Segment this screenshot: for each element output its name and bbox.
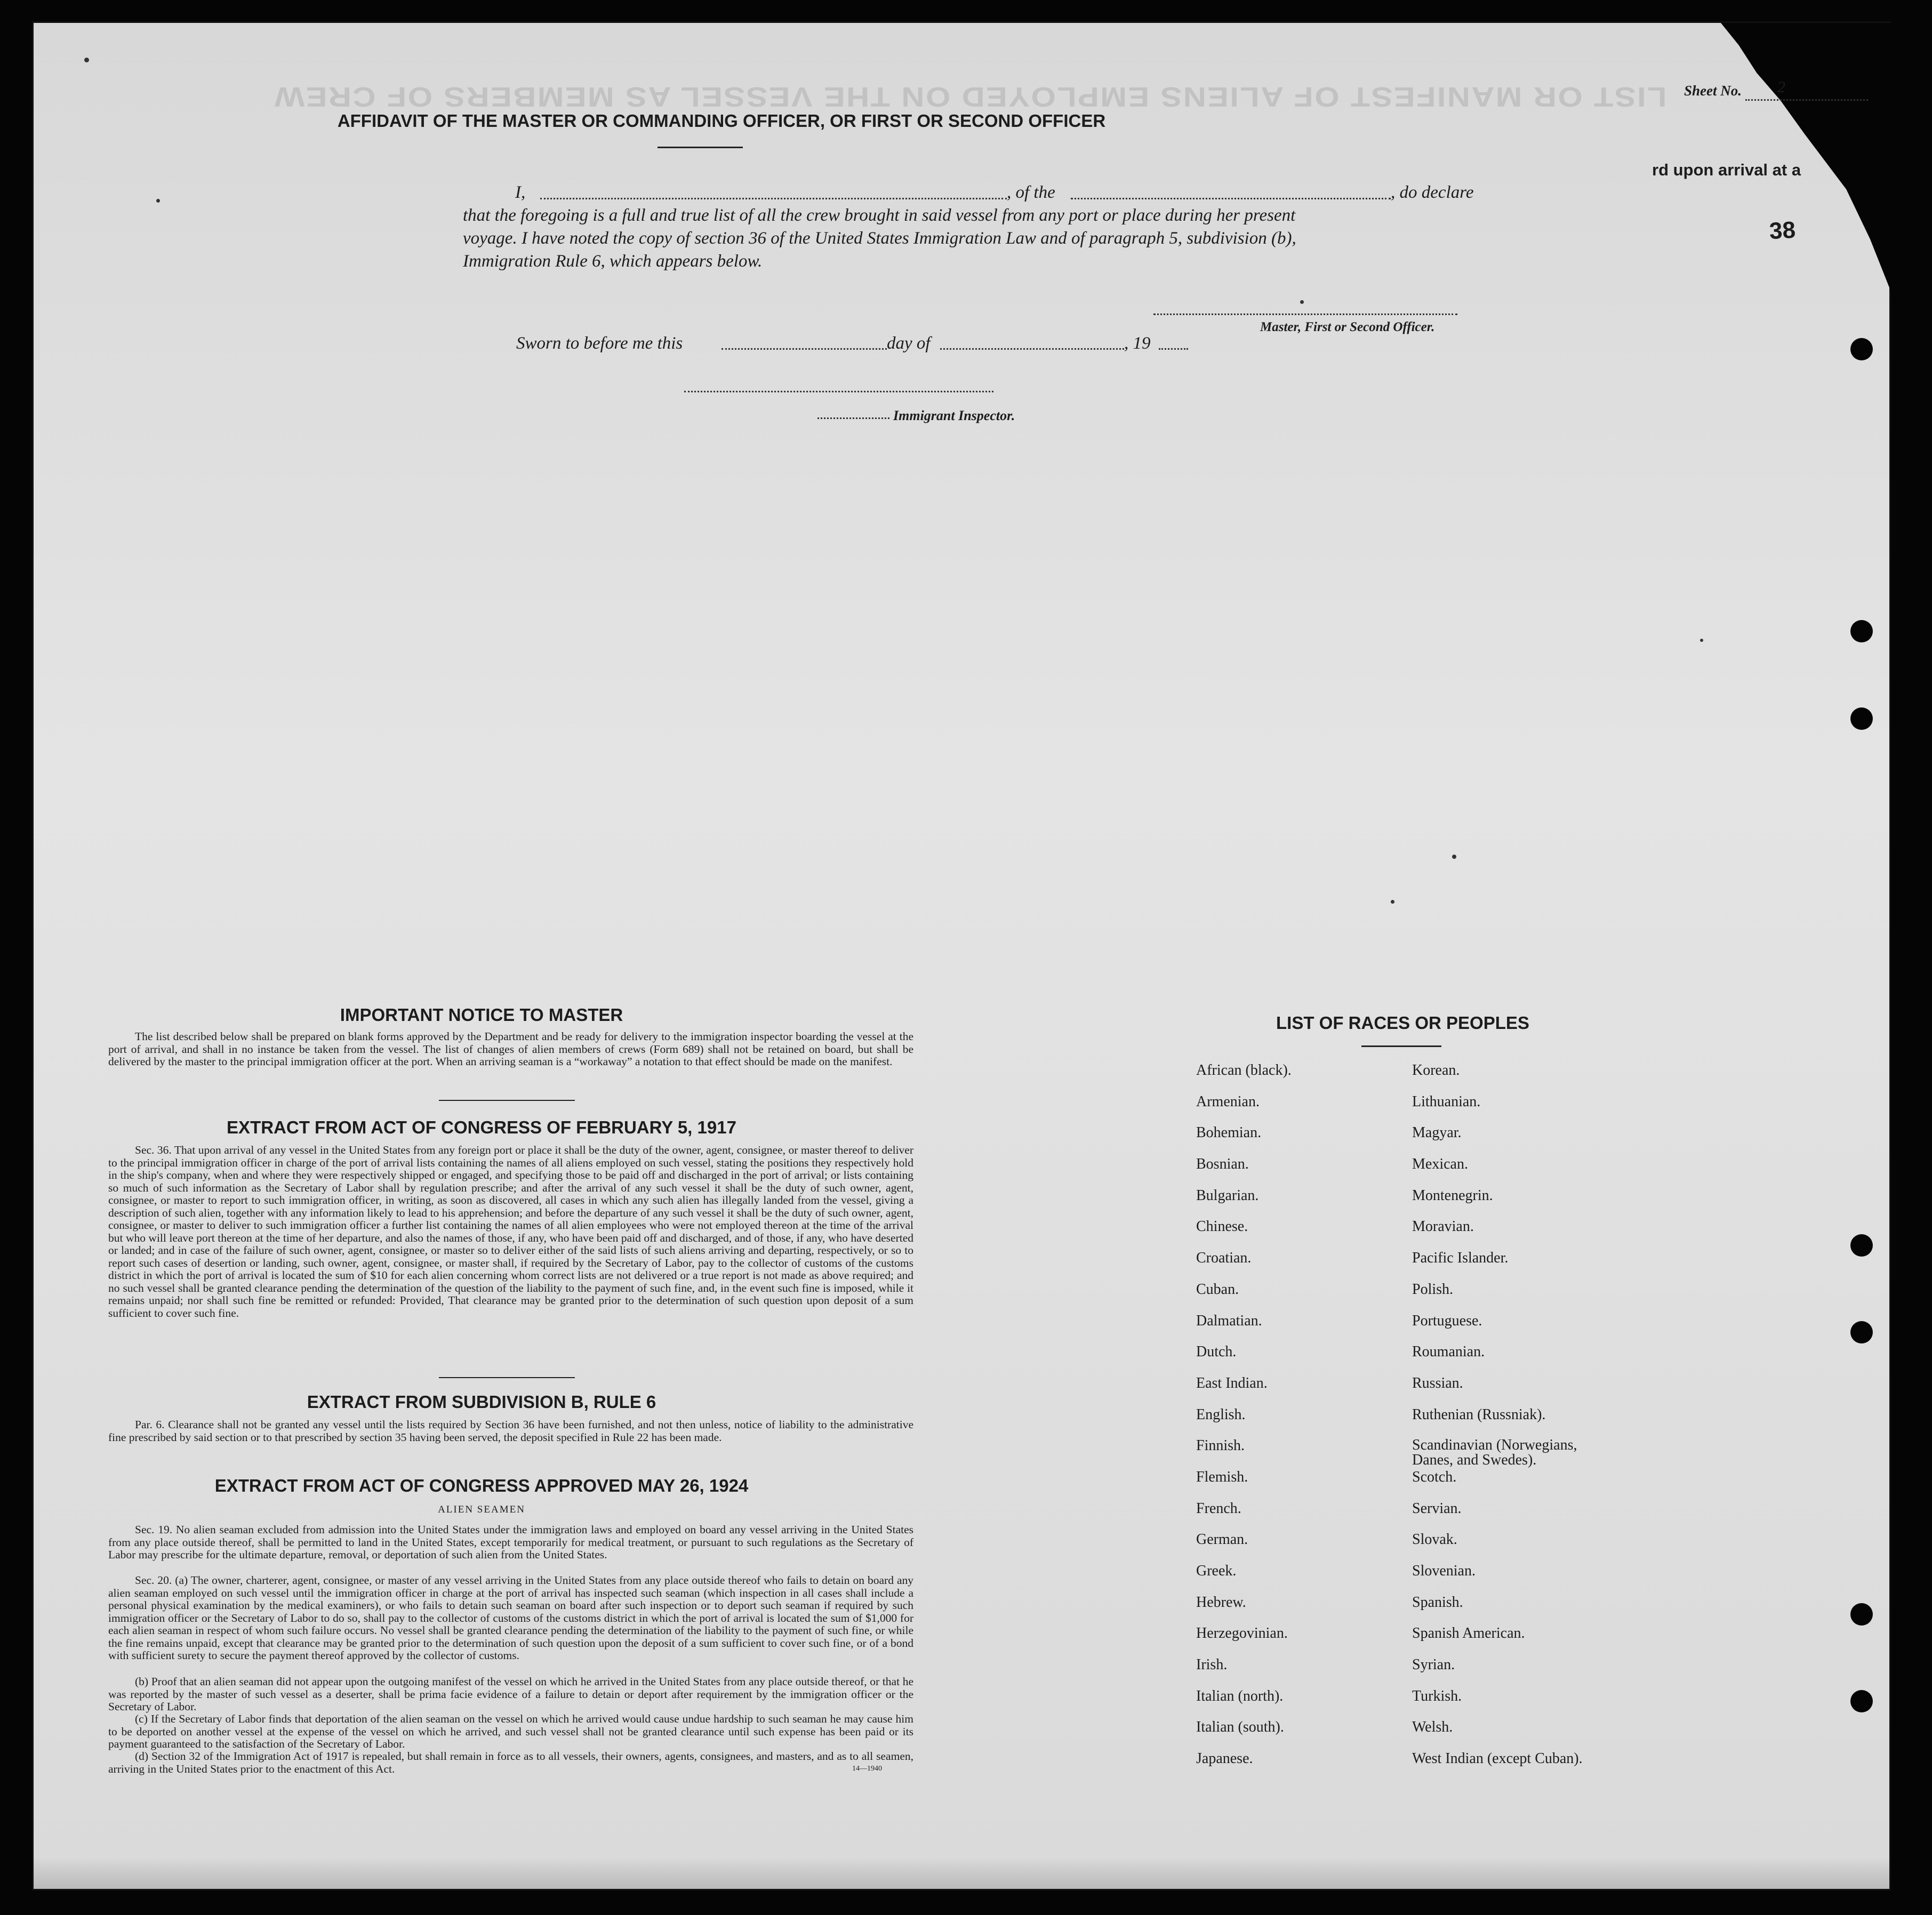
race-item: Italian (north). bbox=[1196, 1687, 1284, 1704]
races-column-right bbox=[1412, 1063, 1604, 1782]
race-item: Cuban. bbox=[1196, 1281, 1239, 1298]
race-item: Roumanian. bbox=[1412, 1343, 1485, 1361]
race-item: Scotch. bbox=[1412, 1468, 1457, 1485]
notice-text: The list described below shall be prepared on blank forms approved by the Department and be ready for delivery to the immigration inspector boarding the vessel at the port of arrival, and shall in no instance be taken from the vessel. The list of changes of alien members of crews (Form 689) shall not be retained on board, but shall be delivered by the master to the principal immigration officer at the port. When an arriving seaman is a “workaway” a notation to that effect should be made on the manifest. bbox=[108, 1030, 913, 1068]
speck bbox=[1391, 900, 1394, 904]
race-item: Irish. bbox=[1196, 1656, 1228, 1673]
vessel-blank bbox=[1071, 198, 1391, 199]
race-item: Polish. bbox=[1412, 1281, 1454, 1298]
race-item: Bulgarian. bbox=[1196, 1187, 1259, 1204]
inspector-caption: Immigrant Inspector. bbox=[893, 408, 1015, 423]
sec20c-text: (c) If the Secretary of Labor finds that deportation of the alien seaman on the vessel on which he arrived would cause undue hardship to such seaman he may cause him to be deported on another vessel at the expense of the vessel on which he arrived, and such vessel shall not be granted clearance until such expense has been paid or its payment guaranteed to the satisfaction of the Secretary of Labor. bbox=[108, 1712, 913, 1750]
master-signature-caption: Master, First or Second Officer. bbox=[1260, 320, 1435, 334]
race-item: Bohemian. bbox=[1196, 1124, 1262, 1141]
race-item: Servian. bbox=[1412, 1500, 1462, 1517]
sec20a-text: Sec. 20. (a) The owner, charterer, agent, consignee, or master of any vessel arriving in the United States from any place outside thereof who fails to detain on board any alien seaman employed on such vessel until the immigration officer in charge at the port of arrival has inspected such seaman (which inspection in all cases shall include a personal physical examination by the medical examiners), or who fails to detain such seaman on board after such inspection or to deport such seaman if required by such immigration officer or the Secretary of Labor to do so, shall pay to the collector of customs of the customs district in which the port of arrival is located the sum of $1,000 for each alien seaman in respect of whom such failure occurs. No vessel shall be granted clearance pending the determination of the liability to the payment of such fine, or while the fine remains unpaid, except that clearance may be granted prior to the determination of such question upon the deposit of a sum sufficient to cover such fine, or of a bond with sufficient surety to secure the payment thereof approved by the collector of customs. bbox=[108, 1574, 913, 1662]
extract-1917-text: Sec. 36. That upon arrival of any vessel in the United States from any foreign port or place it shall be the duty of the owner, agent, consignee, or master thereof to deliver to the principal immigration officer in charge of the port of arrival lists containing the names of all aliens employed on such vessel, stating the positions they respectively hold in the ship's company, when and where they were respectively shipped or engaged, and specifying those to be paid off and discharged in the port of arrival; or lists containing so much of such information as the Secretary of Labor shall by regulation prescribe; and after the arrival of any such vessel it shall be the duty of such owner, agent, consignee, or master to report to such immigration officer, in writing, as soon as discovered, all cases in which any such alien has illegally landed from the vessel, giving a description of such alien, together with any information likely to lead to his apprehension; and before the departure of any such vessel it shall be the duty of such owner, agent, consignee, or master to deliver to such immigration officer a further list containing the names of all alien employees who were not employed thereon at the time of the arrival but who will leave port thereon at the time of her departure, and also the names of those, if any, who have been paid off and discharged, and of those, if any, who have deserted or landed; and in case of the failure of such owner, agent, consignee, or master so to deliver either of the said lists of such aliens arriving and departing, respectively, or so to report such cases of desertion or landing, such owner, agent, consignee, or master shall, if required by the Secretary of Labor, pay to the collector of customs of the customs district in which the port of arrival is located the sum of $10 for each alien concerning whom correct lists are not delivered or a true report is not made as above required; and no such vessel shall be granted clearance pending the determination of the question of the liability to the payment of such fine, and, in the event such fine is imposed, while it remains unpaid; nor shall such fine be remitted or refunded: Provided, That clearance may be granted prior to the determination of such question upon deposit of a sum sufficient to cover such fine. bbox=[108, 1144, 913, 1319]
race-item: Bosnian. bbox=[1196, 1156, 1249, 1173]
race-item: Croatian. bbox=[1196, 1250, 1252, 1267]
race-item: Italian (south). bbox=[1196, 1719, 1284, 1736]
race-item: Flemish. bbox=[1196, 1468, 1248, 1485]
year-blank bbox=[1159, 348, 1188, 350]
inspector-lead-line bbox=[817, 417, 889, 419]
title-underline bbox=[658, 147, 743, 148]
race-item: Mexican. bbox=[1412, 1156, 1468, 1173]
day-of-text: day of bbox=[887, 334, 931, 353]
speck bbox=[1300, 300, 1304, 304]
punch-hole bbox=[1850, 1321, 1873, 1343]
race-item: Spanish American. bbox=[1412, 1625, 1525, 1642]
race-item: Chinese. bbox=[1196, 1218, 1248, 1235]
races-title: LIST OF RACES OR PEOPLES bbox=[1276, 1013, 1529, 1033]
race-item: German. bbox=[1196, 1531, 1248, 1548]
punch-hole bbox=[1850, 620, 1873, 642]
rule6-title: EXTRACT FROM SUBDIVISION B, RULE 6 bbox=[307, 1392, 656, 1412]
margin-fragment-arrival: rd upon arrival at a bbox=[1652, 160, 1801, 179]
form-code: 14—1940 bbox=[852, 1765, 882, 1773]
race-item: Scandinavian (Norwegians, Danes, and Swedes). bbox=[1412, 1437, 1577, 1469]
race-item: Armenian. bbox=[1196, 1093, 1260, 1110]
race-item: Lithuanian. bbox=[1412, 1093, 1481, 1110]
race-item: Portuguese. bbox=[1412, 1312, 1482, 1329]
race-item: Herzegovinian. bbox=[1196, 1625, 1288, 1642]
worn-edge bbox=[34, 1857, 1889, 1889]
extract-1924-title: EXTRACT FROM ACT OF CONGRESS APPROVED MAY 26, 1924 bbox=[214, 1476, 749, 1495]
name-blank bbox=[540, 198, 1007, 199]
sheet-number-line bbox=[1745, 99, 1868, 101]
race-item: Slovak. bbox=[1412, 1531, 1457, 1548]
race-item: Pacific Islander. bbox=[1412, 1250, 1509, 1267]
affidavit-title: AFFIDAVIT OF THE MASTER OR COMMANDING OFFICER, OR FIRST OR SECOND OFFICER bbox=[337, 111, 1106, 131]
sheet-number: 2 bbox=[1777, 78, 1785, 96]
races-underline bbox=[1361, 1045, 1441, 1047]
extract-1924-subtitle: ALIEN SEAMEN bbox=[438, 1504, 525, 1515]
punch-hole bbox=[1850, 1234, 1873, 1257]
document-page bbox=[32, 21, 1891, 1890]
race-item: Welsh. bbox=[1412, 1719, 1453, 1736]
inspector-signature-line bbox=[684, 391, 993, 392]
race-item: Korean. bbox=[1412, 1062, 1460, 1079]
sec20b-text: (b) Proof that an alien seaman did not appear upon the outgoing manifest of the vessel on which he arrived in the United States from any place outside thereof, or that he was reported by the master of such vessel as a deserter, shall be prima facie evidence of a failure to detain or deport after requirement by the immigration officer or the Secretary of Labor. bbox=[108, 1675, 913, 1713]
speck bbox=[156, 199, 160, 203]
affidavit-i: I, bbox=[515, 183, 526, 202]
sec20d-text: (d) Section 32 of the Immigration Act of 1917 is repealed, but shall remain in force as to all vessels, their owners, agents, consignees, and masters, and as to all seamen, arriving in the United States prior to the enactment of this Act. bbox=[108, 1750, 913, 1775]
sheet-label: Sheet No. bbox=[1684, 83, 1742, 99]
speck bbox=[1452, 855, 1456, 859]
race-item: Moravian. bbox=[1412, 1218, 1474, 1235]
affidavit-declare: , do declare bbox=[1391, 183, 1474, 202]
sworn-text: Sworn to before me this bbox=[516, 334, 683, 353]
year-text: , 19 bbox=[1124, 334, 1151, 353]
race-item: French. bbox=[1196, 1500, 1241, 1517]
bleed-through-text: LIST OR MANIFEST OF ALIENS EMPLOYED ON THE VESSEL AS MEMBERS OF CREW bbox=[273, 81, 1667, 112]
race-item: Ruthenian (Russniak). bbox=[1412, 1406, 1546, 1423]
punch-hole bbox=[1850, 338, 1873, 360]
race-item: African (black). bbox=[1196, 1062, 1292, 1079]
extract-1917-divider bbox=[439, 1377, 575, 1378]
punch-hole bbox=[1850, 1690, 1873, 1712]
races-column-left bbox=[1196, 1063, 1292, 1782]
sworn-day-blank bbox=[722, 348, 887, 350]
sec19-text: Sec. 19. No alien seaman excluded from admission into the United States under the immigration laws and employed on board any vessel arriving in the United States from any place outside thereof, shall be permitted to land in the United States, except temporarily for medical treatment, or pursuant to such regulations as the Secretary of Labor may prescribe for the ultimate departure, removal, or deportation of such alien from the United States. bbox=[108, 1523, 913, 1561]
affidavit-line3: voyage. I have noted the copy of section 36 of the United States Immigration Law and of paragraph 5, subdivision (b), bbox=[463, 229, 1296, 248]
punch-hole bbox=[1850, 1603, 1873, 1626]
race-item: Syrian. bbox=[1412, 1656, 1455, 1673]
race-item: English. bbox=[1196, 1406, 1246, 1423]
rule6-text: Par. 6. Clearance shall not be granted any vessel until the lists required by Section 36 have been furnished, and not then unless, notice of liability to the administrative fine prescribed by said section or to that prescribed by section 35 having been served, the deposit specified in Rule 22 has been made. bbox=[108, 1418, 913, 1444]
punch-hole bbox=[1850, 707, 1873, 730]
affidavit-line2: that the foregoing is a full and true list of all the crew brought in said vessel from any port or place during her present bbox=[463, 206, 1296, 225]
race-item: Russian. bbox=[1412, 1374, 1463, 1391]
race-item: Dalmatian. bbox=[1196, 1312, 1262, 1329]
speck bbox=[84, 58, 89, 62]
speck bbox=[1700, 639, 1703, 642]
race-item: Slovenian. bbox=[1412, 1563, 1476, 1579]
affidavit-line4: Immigration Rule 6, which appears below. bbox=[463, 252, 763, 271]
race-item: Japanese. bbox=[1196, 1750, 1253, 1767]
race-item: Montenegrin. bbox=[1412, 1187, 1493, 1204]
race-item: Hebrew. bbox=[1196, 1594, 1246, 1611]
race-item: Magyar. bbox=[1412, 1124, 1462, 1141]
race-item: Dutch. bbox=[1196, 1343, 1237, 1361]
margin-fragment-number: 38 bbox=[1768, 216, 1797, 245]
month-blank bbox=[940, 348, 1124, 350]
extract-1917-title: EXTRACT FROM ACT OF CONGRESS OF FEBRUARY 5, 1917 bbox=[227, 1117, 736, 1137]
notice-divider bbox=[439, 1100, 575, 1101]
race-item: West Indian (except Cuban). bbox=[1412, 1750, 1583, 1767]
race-item: Spanish. bbox=[1412, 1594, 1463, 1611]
master-signature-line bbox=[1153, 313, 1457, 315]
race-item: East Indian. bbox=[1196, 1374, 1268, 1391]
affidavit-of-the: , of the bbox=[1007, 183, 1055, 202]
race-item: Greek. bbox=[1196, 1563, 1237, 1579]
race-item: Turkish. bbox=[1412, 1687, 1462, 1704]
notice-title: IMPORTANT NOTICE TO MASTER bbox=[340, 1005, 623, 1025]
race-item: Finnish. bbox=[1196, 1437, 1245, 1454]
